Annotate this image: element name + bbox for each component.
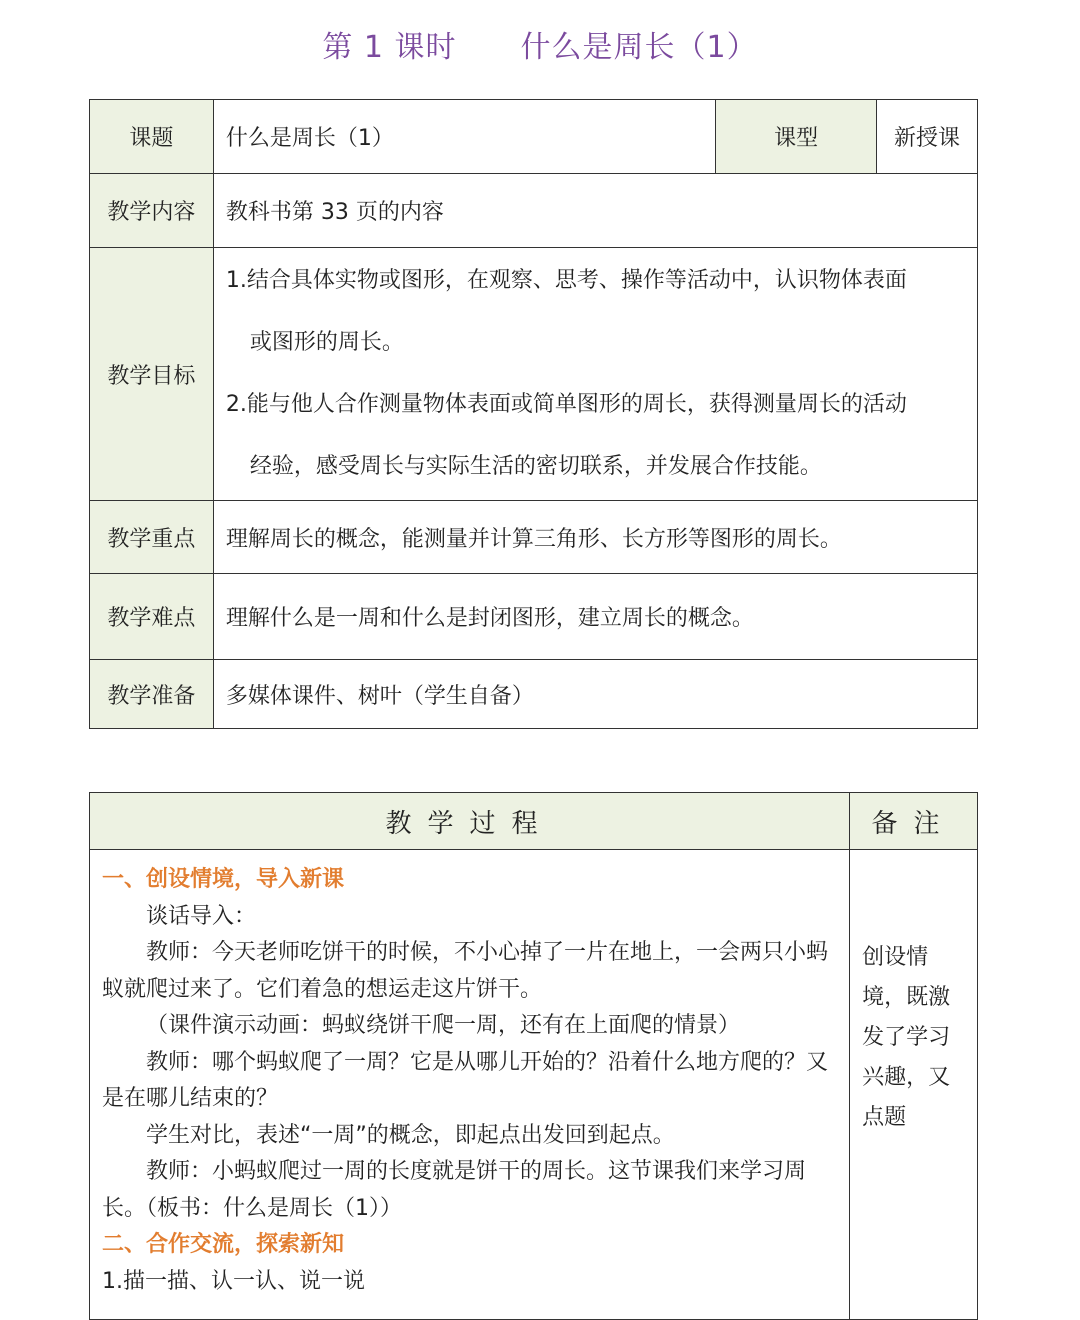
process-line: 学生对比，表述“一周”的概念，即起点出发回到起点。 [146, 1122, 675, 1148]
goal-1: 1.结合具体实物或图形，在观察、思考、操作等活动中，认识物体表面 [225, 268, 907, 293]
topic-label: 课题 [90, 100, 214, 174]
difficulty-label: 教学难点 [90, 574, 214, 660]
process-body [90, 850, 850, 1320]
note-cell: 创设情境，既激发了学习兴趣，又点题 [850, 850, 978, 1320]
key-value: 理解周长的概念，能测量并计算三角形、长方形等图形的周长。 [213, 501, 977, 574]
prep-value: 多媒体课件、树叶（学生自备） [213, 660, 977, 729]
process-heading: 教学过程 [90, 793, 850, 850]
section-1-heading: 一、创设情境，导入新课 [102, 867, 345, 892]
goals-cell [213, 248, 977, 501]
topic-value: 什么是周长（1） [213, 100, 715, 174]
lesson-info-table [89, 99, 978, 729]
process-line: 谈话导入： [146, 903, 257, 929]
section-2-heading: 二、合作交流，探索新知 [102, 1232, 345, 1257]
content-value: 教科书第 33 页的内容 [213, 174, 977, 248]
notes-heading: 备注 [850, 793, 978, 850]
process-line: 教师：哪个蚂蚁爬了一周？它是从哪儿开始的？沿着什么地方爬的？又是在哪儿结束的？ [102, 1049, 829, 1111]
difficulty-value: 理解什么是一周和什么是封闭图形，建立周长的概念。 [213, 574, 977, 660]
key-label: 教学重点 [90, 501, 214, 574]
goals-label: 教学目标 [90, 248, 214, 501]
goal-1-cont: 或图形的周长。 [249, 330, 404, 355]
process-line: 1.描一描、认一认、说一说 [102, 1268, 365, 1294]
process-line: 教师：小蚂蚁爬过一周的长度就是饼干的周长。这节课我们来学习周长。（板书：什么是周长（1）） [102, 1159, 807, 1221]
type-value: 新授课 [877, 100, 978, 174]
process-line: （课件演示动画：蚂蚁绕饼干爬一周，还有在上面爬的情景） [146, 1013, 741, 1038]
process-line: 教师：今天老师吃饼干的时候，不小心掉了一片在地上，一会两只小蚂蚁就爬过来了。它们着急的想运走这片饼干。 [102, 940, 829, 1002]
type-label: 课型 [716, 100, 877, 174]
lesson-topic: 什么是周长（1） [520, 30, 758, 65]
process-table [89, 792, 978, 1320]
goal-2-cont: 经验，感受周长与实际生活的密切联系，并发展合作技能。 [249, 454, 822, 479]
prep-label: 教学准备 [90, 660, 214, 729]
lesson-number: 第 1 课时 [322, 30, 457, 65]
page-title [0, 22, 1080, 66]
goal-2: 2.能与他人合作测量物体表面或简单图形的周长，获得测量周长的活动 [225, 392, 907, 417]
content-label: 教学内容 [90, 174, 214, 248]
